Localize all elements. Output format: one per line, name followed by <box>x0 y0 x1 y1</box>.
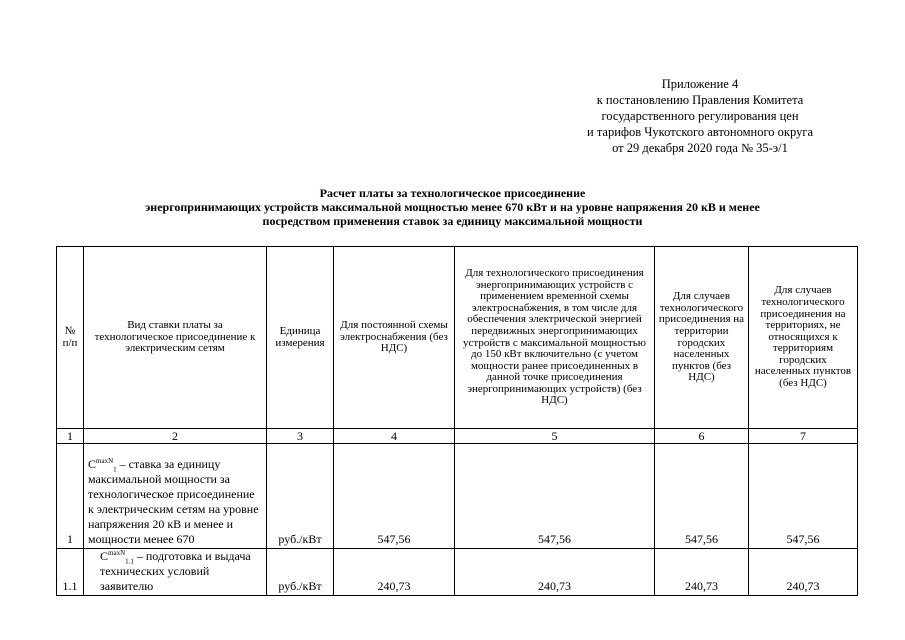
column-number: 2 <box>84 429 267 444</box>
appendix-line: и тарифов Чукотского автономного округа <box>587 125 813 139</box>
header-number-sign: № <box>64 324 76 337</box>
row-description <box>84 444 267 549</box>
header-number <box>57 247 84 429</box>
rate-symbol-sup: maxN <box>108 549 126 557</box>
column-number: 6 <box>655 429 749 444</box>
row-value-temporary: 547,56 <box>455 444 655 549</box>
row-value-permanent: 547,56 <box>334 444 455 549</box>
rate-symbol <box>88 457 117 474</box>
title-line: Расчет платы за технологическое присоединение <box>319 186 586 200</box>
appendix-line: к постановлению Правления Комитета <box>596 93 804 107</box>
rate-symbol-sub: 1 <box>113 465 117 474</box>
appendix-line: Приложение 4 <box>661 77 739 91</box>
row-value-permanent: 240,73 <box>334 549 455 596</box>
rate-symbol-base: C <box>88 457 97 471</box>
header-permanent: Для постоянной схемы электроснабжения (без НДС) <box>334 247 455 429</box>
rate-symbol-sup: maxN <box>96 457 114 465</box>
row-unit: руб./кВт <box>267 444 334 549</box>
title-line: посредством применения ставок за единицу максимальной мощности <box>262 214 643 228</box>
row-value-urban: 547,56 <box>655 444 749 549</box>
column-number-row <box>57 429 858 444</box>
title-line: энергопринимающих устройств максимальной мощностью менее 670 кВт и на уровне напряжения 20 кВ и менее <box>145 200 760 214</box>
row-value-nonurban: 547,56 <box>749 444 858 549</box>
rate-symbol-base: C <box>100 549 109 563</box>
table-header-row <box>57 247 858 429</box>
row-value-temporary: 240,73 <box>455 549 655 596</box>
row-number: 1 <box>57 444 84 549</box>
header-unit: Единица измерения <box>267 247 334 429</box>
row-description <box>84 549 267 596</box>
rate-symbol <box>100 549 134 566</box>
table-row <box>57 444 858 549</box>
row-description-text: – ставка за единицу максимальной мощности за технологическое присоединение к электрическим сетям на уровне напряжения 20 кВ и менее и мощности менее 670 <box>88 457 259 546</box>
column-number: 7 <box>749 429 858 444</box>
row-value-urban: 240,73 <box>655 549 749 596</box>
row-number: 1.1 <box>57 549 84 596</box>
appendix-line: государственного регулирования цен <box>601 109 799 123</box>
rate-symbol-sub: 1.1 <box>125 557 134 566</box>
column-number: 3 <box>267 429 334 444</box>
row-description-text: – подготовка и выдача технических условий заявителю <box>100 549 251 593</box>
header-number-abbr: п/п <box>62 336 78 349</box>
column-number: 1 <box>57 429 84 444</box>
header-nonurban: Для случаев технологического присоединения на территориях, не относящихся к территориям городских населенных пунктов (без НДС) <box>749 247 858 429</box>
row-unit: руб./кВт <box>267 549 334 596</box>
header-urban: Для случаев технологического присоединения на территории городских населенных пунктов (без НДС) <box>655 247 749 429</box>
appendix-line: от 29 декабря 2020 года № 35-э/1 <box>612 141 788 155</box>
table-row <box>57 549 858 596</box>
column-number: 4 <box>334 429 455 444</box>
appendix-block <box>550 76 850 156</box>
row-value-nonurban: 240,73 <box>749 549 858 596</box>
rates-table <box>56 246 858 596</box>
header-kind: Вид ставки платы за технологическое присоединение к электрическим сетям <box>84 247 267 429</box>
document-title <box>0 186 905 228</box>
header-temporary: Для технологического присоединения энергопринимающих устройств с применением временной схемы электроснабжения, в том числе для обеспечения электрической энергией передвижных энергопринимающих устройств с максимальной мощностью до 150 кВт включительно (с учетом мощности ранее присоединенных в данной точке присоединения энергопринимающих устройств) (без НДС) <box>455 247 655 429</box>
column-number: 5 <box>455 429 655 444</box>
